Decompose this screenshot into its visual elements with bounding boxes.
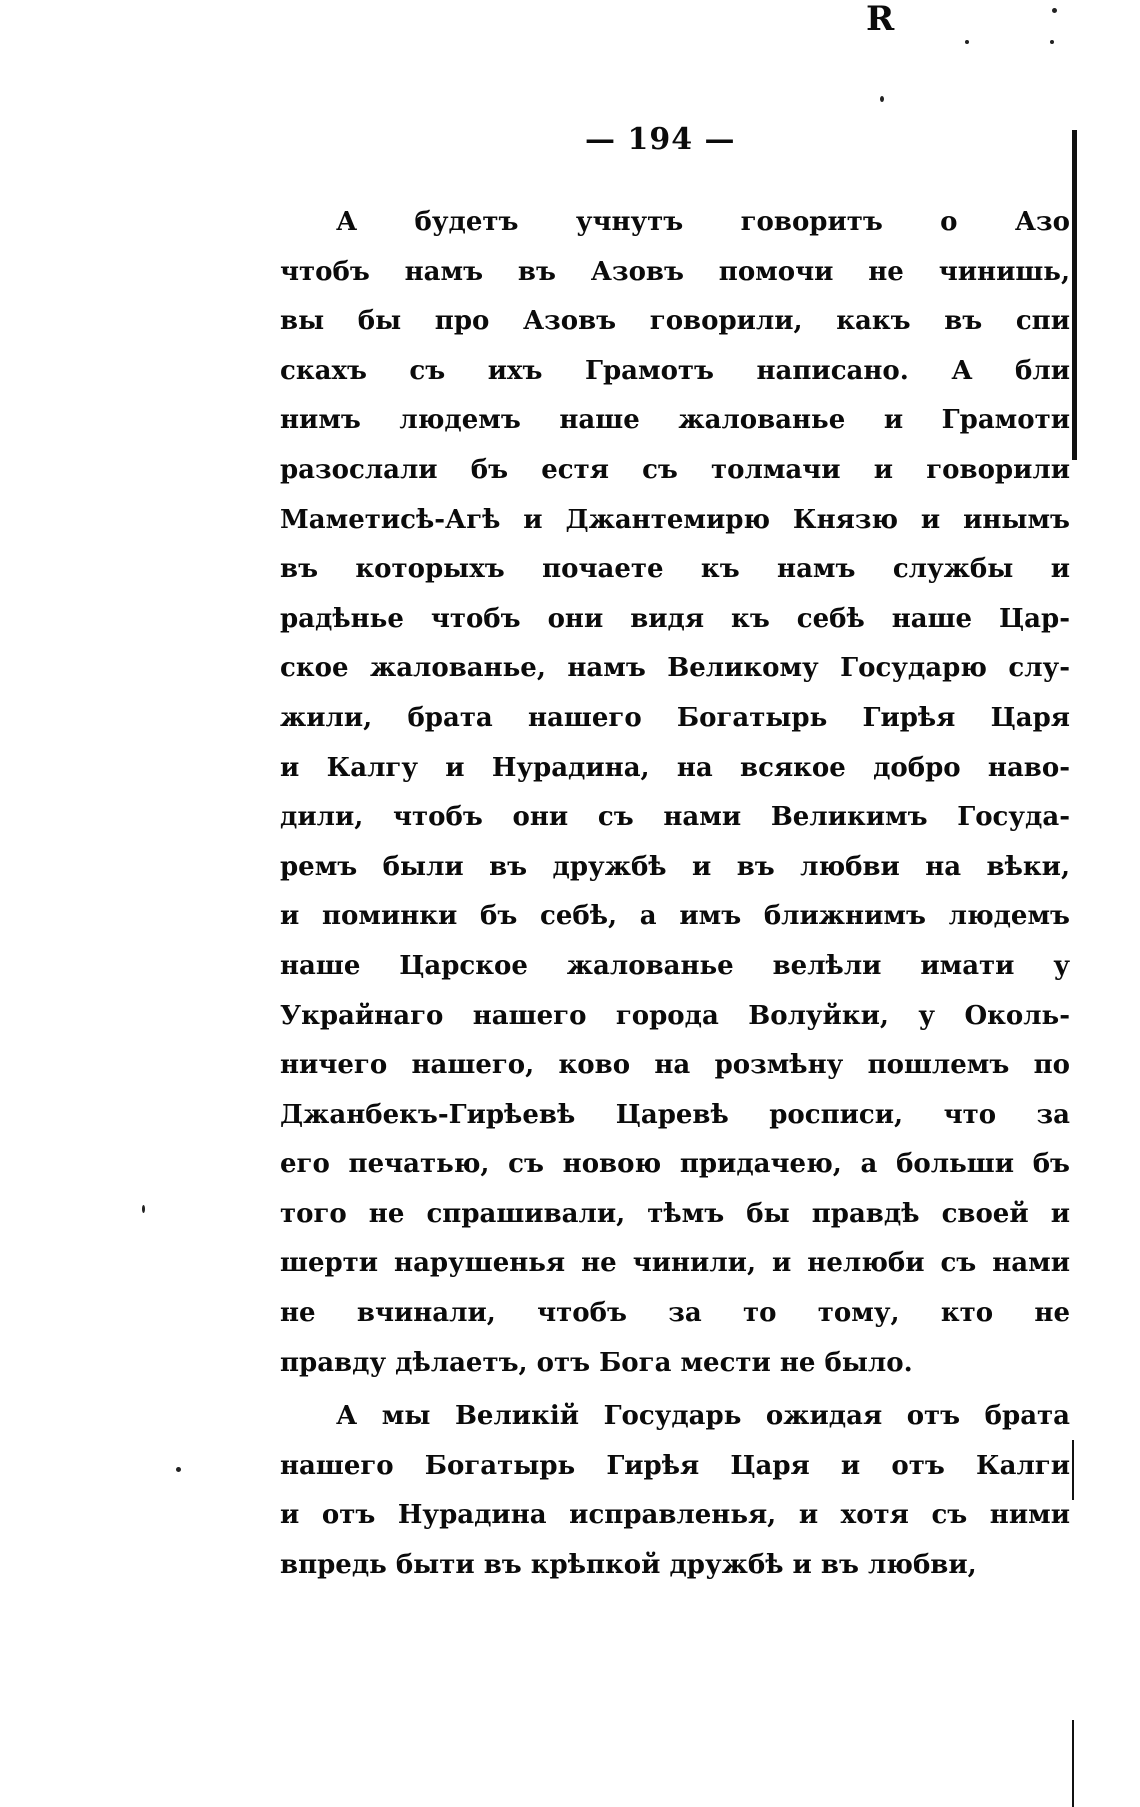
text-line: А будетъ учнутъ говоритъ о Азо [336,207,1070,237]
scan-speck [142,1205,145,1213]
text-line: Маметисѣ-Агѣ и Джантемирю Князю и инымъ [280,504,1070,535]
text-line: ремъ были въ дружбѣ и въ любви на вѣки, [280,851,1070,882]
text-line: наше Царское жалованье велѣли имати у [280,950,1070,981]
text-line: Джанбекъ-Гирѣевѣ Царевѣ росписи, что за [280,1099,1070,1130]
text-line: ничего нашего, ково на розмѣну пошлемъ по [280,1050,1070,1081]
text-line: дили, чтобъ они съ нами Великимъ Госуда- [280,802,1070,833]
binding-edge-shadow [1072,130,1077,460]
corner-mark: R [866,0,895,39]
text-line: нашего Богатырь Гирѣя Царя и отъ Калги [280,1450,1070,1481]
scan-speck [1050,40,1054,44]
text-line: правду дѣлаетъ, отъ Бога мести не было. [280,1347,913,1378]
text-line: жили, брата нашего Богатырь Гирѣя Царя [280,702,1070,733]
text-line: шерти нарушенья не чинили, и нелюби съ нами [280,1248,1070,1279]
text-line: Украйнаго нашего города Волуйки, у Околь- [280,1000,1070,1031]
text-line: и Калгу и Нурадина, на всякое добро наво- [280,752,1070,783]
text-line: его печатью, съ новою придачею, а больши бъ [280,1149,1070,1180]
text-line: чтобъ намъ въ Азовъ помочи не чинишь, [280,256,1070,287]
scan-speck [965,40,969,44]
text-line: скахъ съ ихъ Грамотъ написано. А бли [280,355,1070,386]
scan-speck [880,96,884,102]
binding-edge-line-bottom [1072,1720,1074,1807]
text-line: того не спрашивали, тѣмъ бы правдѣ своей и [280,1198,1070,1229]
binding-edge-line [1072,1440,1074,1500]
text-line: впредь быти въ крѣпкой дружбѣ и въ любви, [280,1550,977,1581]
scan-speck [176,1467,181,1472]
text-line: радѣнье чтобъ они видя къ себѣ наше Цар- [280,603,1070,634]
text-line: нимъ людемъ наше жалованье и Грамоти [280,405,1070,436]
text-line: въ которыхъ почаете къ намъ службы и [280,554,1070,585]
text-line: и отъ Нурадина исправленья, и хотя съ ними [280,1500,1070,1531]
text-line: не вчинали, чтобъ за то тому, кто не [280,1298,1070,1329]
text-line: ское жалованье, намъ Великому Государю слу- [280,653,1070,684]
text-line: вы бы про Азовъ говорили, какъ въ спи [280,306,1070,337]
text-line: и поминки бъ себѣ, а имъ ближнимъ людемъ [280,901,1070,932]
scan-speck [1052,8,1057,13]
page-number: — 194 — [585,122,736,157]
body-text [280,198,1070,1591]
text-line: разослали бъ естя съ толмачи и говорили [280,454,1070,485]
text-line: А мы Великій Государь ожидая отъ брата [336,1401,1070,1432]
